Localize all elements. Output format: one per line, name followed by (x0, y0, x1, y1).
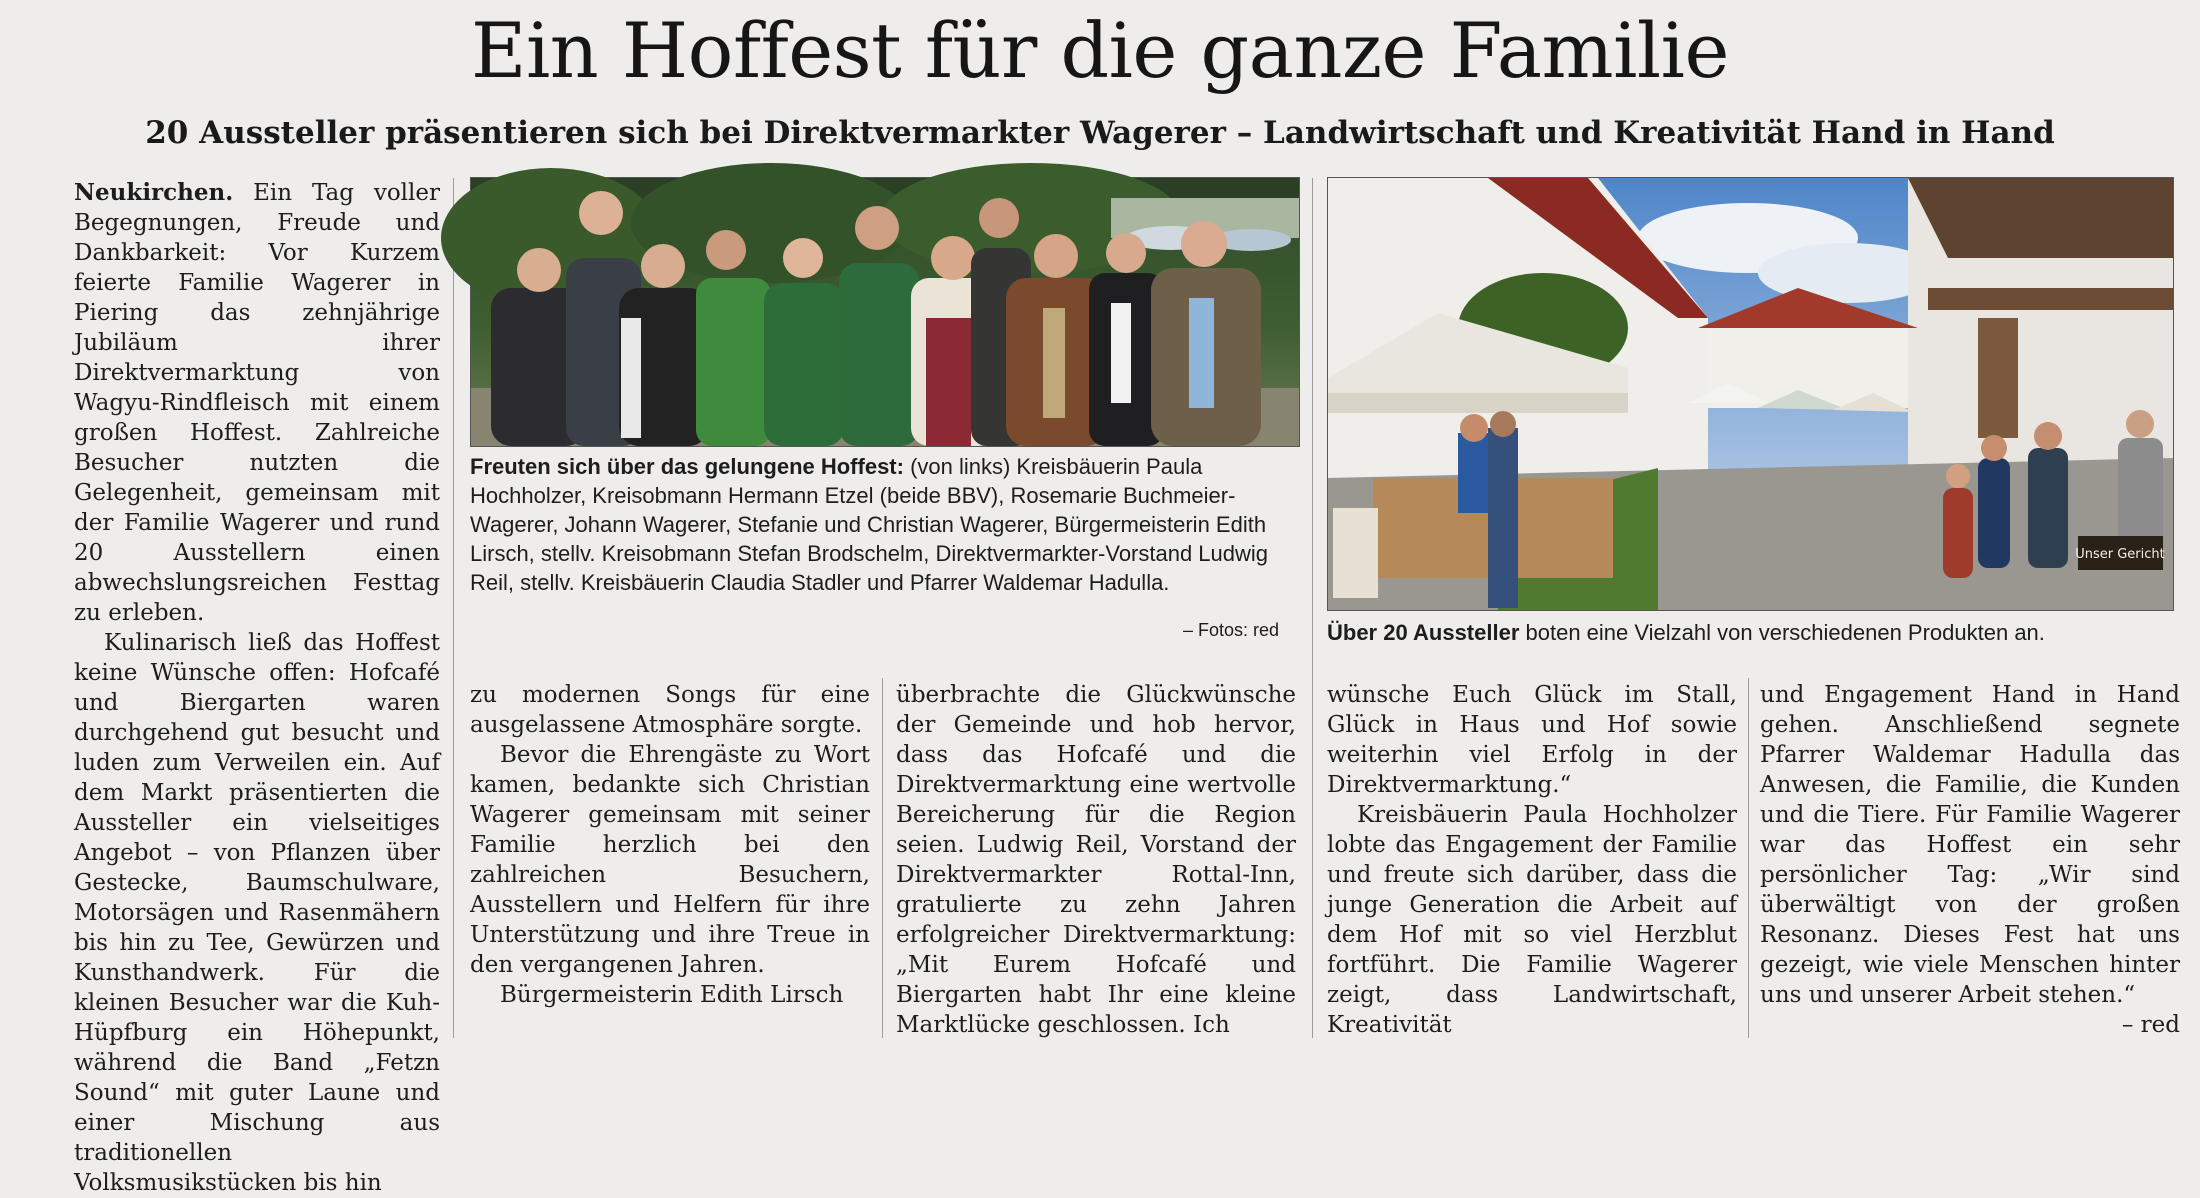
photo-credit: – Fotos: red (1183, 620, 1280, 640)
column-rule (1312, 178, 1313, 1038)
column-2-paragraph-3: Bürgermeisterin Edith Lirsch (500, 982, 844, 1008)
group-photo-image (471, 178, 1299, 446)
group-photo-caption-lead: Freuten sich über das gelungene Hoffest: (470, 454, 904, 479)
market-photo (1327, 177, 2174, 611)
column-2-paragraph-1: zu modernen Songs für eine ausgelassene Atmosphäre sorgte. (470, 682, 870, 738)
article-column-5 (1760, 680, 2180, 1040)
article-column-4 (1327, 680, 1737, 1040)
column-4-paragraph-2: Kreisbäuerin Paula Hochholzer lobte das Engagement der Familie und freute sich darüber, dass die junge Generation die Arbeit auf dem Hof mit so viel Herzblut fortführt. Die Familie Wagerer zeigt, dass Landwirtschaft, Kreativität (1327, 802, 1737, 1038)
column-rule (882, 678, 883, 1038)
author-signature: – red (2121, 1012, 2180, 1038)
column-3-paragraph-1: überbrachte die Glückwünsche der Gemeinde und hob hervor, dass das Hofcafé und die Direktvermarktung eine wertvolle Bereicherung für die Region seien. Ludwig Reil, Vorstand der Direktvermarkter Rottal-Inn, gratulierte zu zehn Jahren erfolgreicher Direktvermarktung: „Mit Eurem Hofcafé und Biergarten habt Ihr eine kleine Marktlücke geschlossen. Ich (896, 682, 1296, 1038)
column-5-text: und Engagement Hand in Hand gehen. Anschließend segnete Pfarrer Waldemar Hadulla das Anwesen, die Familie, die Kunden und die Tiere. Für Familie Wagerer war das Hoffest ein sehr persönlicher Tag: „Wir sind überwältigt von der großen Resonanz. Dieses Fest hat uns gezeigt, wie viele Menschen hinter uns und unserer Arbeit stehen.“ (1760, 682, 2180, 1008)
group-photo (470, 177, 1300, 447)
article-column-3 (896, 680, 1296, 1040)
column-1-paragraph-1: Ein Tag voller Begegnungen, Freude und Dankbarkeit: Vor Kurzem feierte Familie Wagerer in Piering das zehnjährige Jubiläum ihrer Direktvermarktung von Wagyu-Rindfleisch mit einem großen Hoffest. Zahlreiche Besucher nutzten die Gelegenheit, gemeinsam mit der Familie Wagerer und rund 20 Ausstellern einen abwechslungsreichen Festtag zu erleben. (74, 180, 440, 626)
market-photo-caption-lead: Über 20 Aussteller (1327, 620, 1520, 645)
market-photo-caption (1327, 618, 2187, 647)
column-4-paragraph-1: wünsche Euch Glück im Stall, Glück in Haus und Hof sowie weiterhin viel Erfolg in der Direktvermarktung.“ (1327, 682, 1737, 798)
market-photo-image (1328, 178, 2173, 610)
subheadline: 20 Aussteller präsentieren sich bei Direktvermarkter Wagerer – Landwirtschaft und Kreativität Hand in Hand (145, 115, 2055, 151)
headline: Ein Hoffest für die ganze Familie (471, 6, 1729, 95)
article-column-2 (470, 680, 870, 1040)
column-2-paragraph-2: Bevor die Ehrengäste zu Wort kamen, bedankte sich Christian Wagerer gemeinsam mit seiner Familie herzlich bei den zahlreichen Besuchern, Ausstellern und Helfern für ihre Unterstützung und ihre Treue in den vergangenen Jahren. (470, 742, 870, 978)
column-rule (453, 178, 454, 1038)
column-1-paragraph-2: Kulinarisch ließ das Hoffest keine Wünsche offen: Hofcafé und Biergarten waren durchgehend gut besucht und luden zum Verweilen ein. Auf dem Markt präsentierten die Aussteller ein vielseitiges Angebot – von Pflanzen über Gestecke, Baumschulware, Motorsägen und Rasenmähern bis hin zu Tee, Gewürzen und Kunsthandwerk. Für die kleinen Besucher war die Kuh-Hüpfburg ein Höhepunkt, während die Band „Fetzn Sound“ mit guter Laune und einer Mischung aus traditionellen Volksmusikstücken bis hin (74, 630, 440, 1196)
column-5-paragraph-1 (1760, 680, 2180, 1038)
market-sign: Unser Gericht (2075, 547, 2165, 562)
group-photo-caption-text: (von links) Kreisbäuerin Paula Hochholzer, Kreisobmann Hermann Etzel (beide BBV), Rosemarie Buchmeier- Wagerer, Johann Wagerer, Stefanie und Christian Wagerer, Bürgermeisterin Edith Lirsch, stellv. Kreisobmann Stefan Brodschelm, Direktvermarkter-Vorstand Ludwig Reil, stellv. Kreisbäuerin Claudia Stadler und Pfarrer Waldemar Hadulla. (470, 454, 1269, 595)
article-column-1 (74, 178, 440, 1196)
dateline: Neukirchen. (74, 179, 234, 206)
group-photo-caption (470, 452, 1298, 597)
column-rule (1748, 678, 1749, 1038)
market-photo-caption-text: boten eine Vielzahl von verschiedenen Produkten an. (1519, 620, 2045, 645)
